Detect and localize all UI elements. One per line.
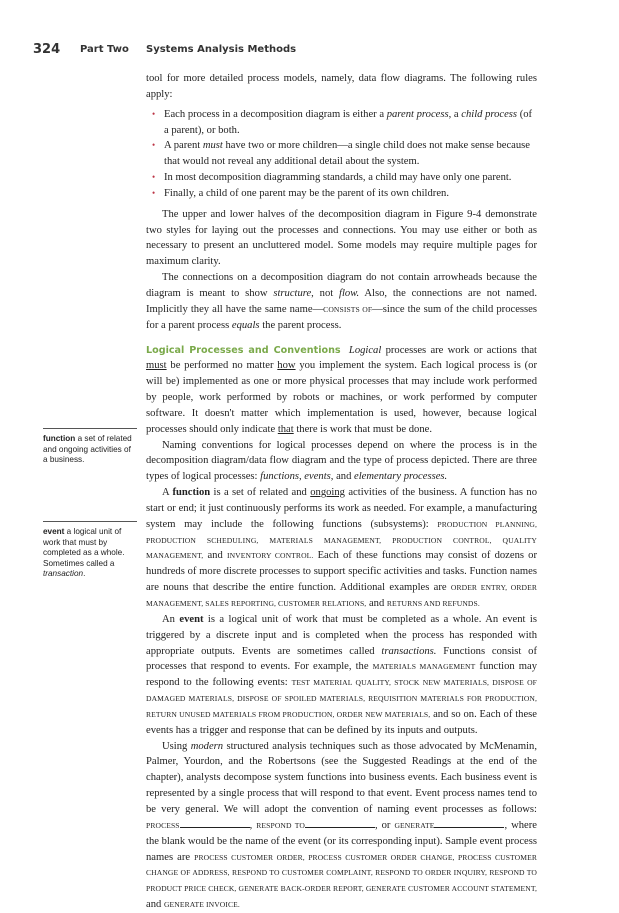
text-run: and (146, 899, 164, 911)
text-run: you implement the system. Each logical process is (or will be) implemented as one or more physical processes that may include work performed by people, work performed by robots or machines, or work performed by computer software. It doesn't matter which implementation is used, however, because logical processes should only indicate (146, 360, 537, 435)
text-run: not (313, 287, 340, 299)
text-run: function (172, 487, 211, 499)
text-run: have two or more children—a single child does not make sense because that would not reveal any additional detail about the system. (164, 140, 530, 168)
margin-note-term: function (43, 434, 76, 443)
fill-in-blank (180, 818, 250, 828)
text-run: , where the blank would be the name of the event (or its corresponding input). Sample event process names are (146, 819, 537, 863)
bullet-list (146, 107, 537, 202)
text-run: elementary processes. (354, 471, 448, 483)
text-run: event (179, 613, 204, 625)
text-run: An (162, 613, 180, 625)
text-run: and so on. Each of these events has a trigger and response that can be defined by its inputs and outputs. (146, 708, 537, 736)
margin-note-definition: a logical unit of work that must by completed as a whole. Sometimes called a (43, 527, 125, 568)
list-item (164, 107, 537, 139)
margin-note-end: . (83, 569, 86, 579)
margin-note-function (43, 428, 137, 466)
text-run: CONSISTS OF (323, 304, 373, 314)
text-run: Finally, a child of one parent may be the parent of its own children. (164, 187, 449, 199)
paragraph (146, 207, 537, 270)
body-text (146, 71, 537, 913)
text-run: functions, events, (260, 471, 334, 483)
text-run: GENERATE (394, 820, 435, 830)
text-run: equals (231, 319, 260, 331)
paragraph (146, 71, 537, 103)
text-run: Each of these functions may consist of dozens or hundreds of more discrete processes to support specific activities and tasks. Function names are nouns that describe the entire function. Additional examples are (146, 550, 537, 594)
text-run: activities of the business. A function has no start or end; it just continuously performs its work as needed. For example, a manufacturing system may include the following functions (subsystems): (146, 487, 538, 530)
text-run: and (203, 550, 227, 562)
text-run: PROCESS (146, 820, 180, 830)
text-run: PRODUCTION PLANNING, PRODUCTION SCHEDULING, MATERIALS MANAGEMENT, PRODUCTION CONTROL, QUALITY MANAGEMENT, (146, 519, 537, 561)
text-run: Also, the connections are not named. Implicitly they all have the same name— (146, 287, 537, 315)
text-run: structure, (273, 287, 314, 299)
text-run: A (162, 487, 173, 499)
margin-note-term: event (43, 527, 65, 536)
text-run: transactions. (381, 645, 437, 657)
text-run: PROCESS CUSTOMER ORDER, PROCESS CUSTOMER ORDER CHANGE, PROCESS CUSTOMER CHANGE OF ADDRESS, RESPOND TO CUSTOMER COMPLAINT, RESPOND TO ORDER INQUIRY, RESPOND TO PRODUCT PRICE CHECK, GENERATE BACK-ORDER REPORT, GENERATE CUSTOMER ACCOUNT STATEMENT, (146, 852, 538, 894)
text-run: child process (461, 108, 518, 120)
paragraph (146, 270, 537, 333)
margin-note-italic: transaction (43, 569, 84, 579)
text-run: be performed no matter (166, 360, 278, 372)
text-run: The upper and lower halves of the decomposition diagram in Figure 9-4 demonstrate two styles for laying out the processes and connections. You may use either or both as necessary to present an uncluttered model. Some models may require multiple pages for maximum clarity. (146, 208, 537, 268)
section-heading: Logical Processes and Conventions (146, 344, 341, 356)
text-run: RETURNS AND REFUNDS. (386, 599, 480, 608)
text-run: The connections on a decomposition diagram do not contain arrowheads because the diagram is meant to show (146, 272, 537, 299)
text-run: Using (162, 740, 191, 752)
text-run: the parent process. (259, 319, 342, 331)
text-run: function may respond to the following events: (146, 661, 538, 689)
text-run: TEST MATERIAL QUALITY, STOCK NEW MATERIALS, DISPOSE OF DAMAGED MATERIALS, DISPOSE OF SPOILED MATERIALS, REQUISITION MATERIALS FOR PRODUCTION, RETURN UNUSED MATERIALS FROM PRODUCTION, ORDER NEW MATERIALS, (146, 678, 538, 719)
text-run: GENERATE INVOICE. (163, 900, 240, 910)
text-run: tool for more detailed process models, namely, data flow diagrams. The following rules apply: (146, 73, 537, 100)
text-run: a (451, 108, 462, 120)
text-run: —since the sum of the child processes for a parent process (146, 303, 537, 331)
text-run: INVENTORY CONTROL. (226, 551, 314, 561)
text-run: and (333, 471, 355, 483)
text-run: , (249, 819, 257, 831)
text-run: ORDER ENTRY, ORDER MANAGEMENT, SALES REPORTING, CUSTOMER RELATIONS, (146, 583, 537, 608)
text-run: (of a parent), or both. (164, 108, 533, 136)
list-item (164, 186, 537, 202)
text-run: that (277, 423, 294, 435)
paragraph (146, 438, 537, 486)
text-run: Logical (348, 344, 382, 356)
text-run: Functions consist of processes that respond to events. For example, the (146, 645, 537, 673)
fill-in-blank (305, 818, 375, 828)
text-run: RESPOND TO (256, 820, 305, 830)
margin-note-event (43, 521, 137, 580)
page-number: 324 (33, 42, 61, 57)
paragraph (146, 343, 537, 438)
text-run: flow. (339, 287, 360, 299)
text-run: there is work that must be done. (293, 423, 432, 435)
text-run: Each process in a decomposition diagram is either a (164, 108, 387, 120)
text-run: must (146, 360, 167, 372)
text-run: ongoing (310, 487, 345, 499)
text-run: A parent (164, 140, 203, 152)
text-run: and (366, 598, 387, 609)
text-run: is a set of related and (210, 487, 311, 499)
text-run: modern (190, 740, 224, 752)
fill-in-blank (434, 818, 504, 828)
text-run: Naming conventions for logical processes depend on where the process is in the decomposition diagram/data flow diagram and the type of process depicted. There are three types of logical processes: (146, 439, 537, 483)
paragraph (146, 612, 537, 739)
text-run: structured analysis techniques such as those advocated by McMenamin, Palmer, Yourdon, and the Robertsons (see the Suggested Readings at the end of the chapter), analysts decompose system functions into business events. Each business event is represented by a single process that will respond to that event. Event process names tend to be very general. We will adopt the convention of naming event processes as follows: (146, 740, 537, 815)
text-run: how (277, 360, 296, 372)
text-run: processes are work or actions that (381, 344, 537, 356)
list-item (164, 170, 537, 186)
text-run: , or (374, 819, 395, 831)
paragraph (146, 739, 537, 913)
text-run: parent process, (386, 108, 452, 120)
text-run: MATERIALS MANAGEMENT (372, 662, 476, 672)
text-run: is a logical unit of work that must be completed as a whole. An event is triggered by a discrete input and is completed when the process has responded with appropriate outputs. Events are sometimes called (146, 613, 537, 657)
margin-note-definition: a set of related and ongoing activities of a business. (43, 434, 132, 465)
part-label: Part Two (80, 44, 129, 55)
text-run: In most decomposition diagramming standards, a child may have only one parent. (164, 172, 512, 184)
text-run: must (202, 140, 223, 152)
list-item (164, 138, 537, 170)
section-title: Systems Analysis Methods (146, 44, 297, 55)
paragraph (146, 485, 537, 612)
